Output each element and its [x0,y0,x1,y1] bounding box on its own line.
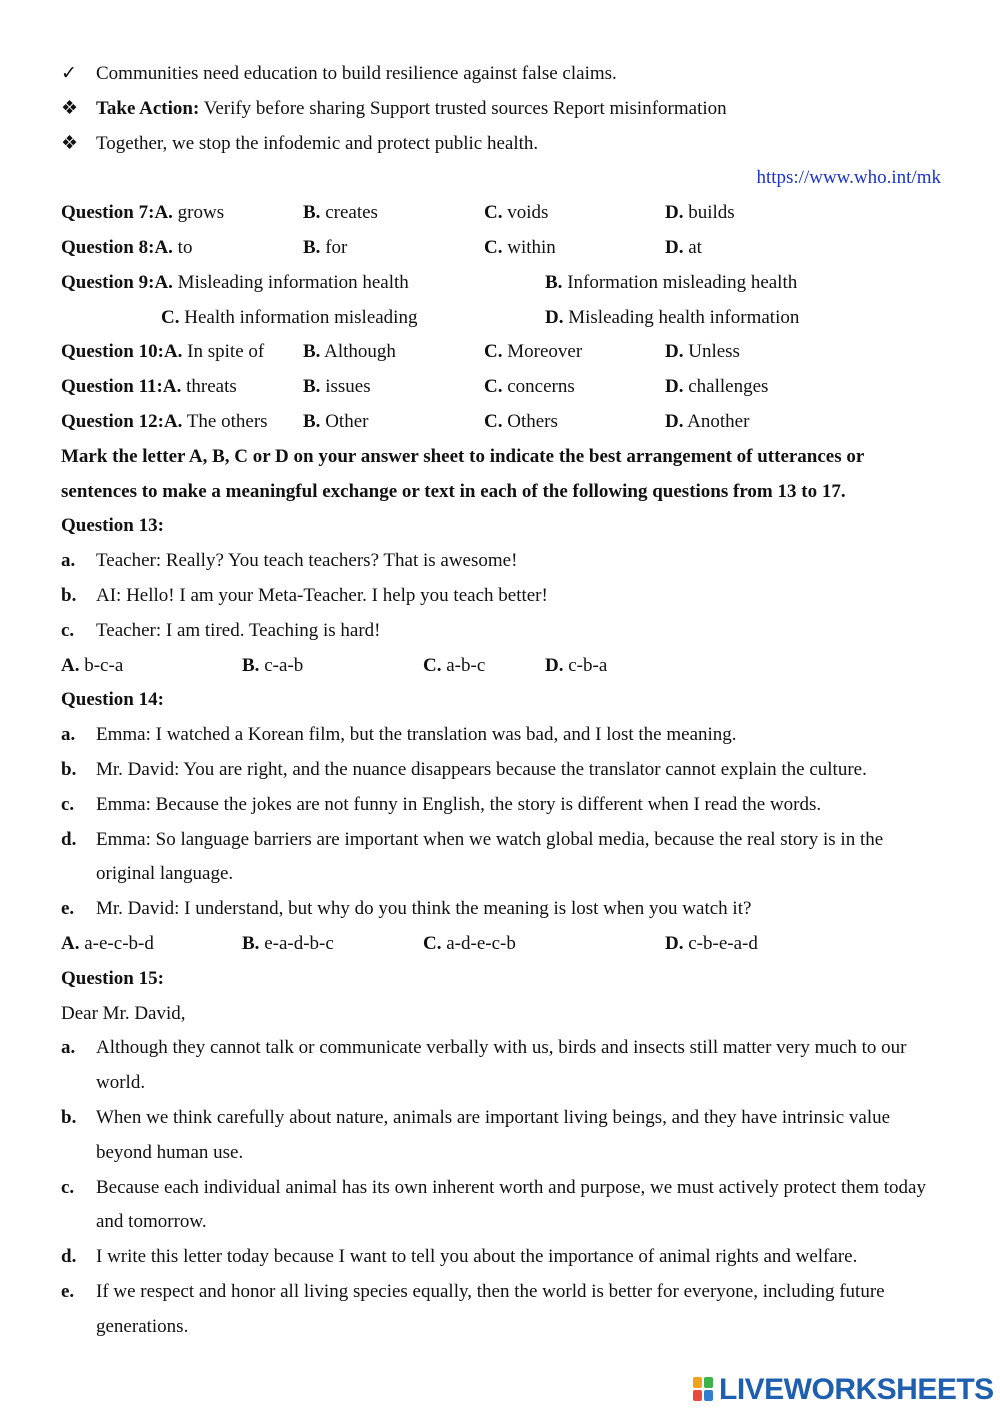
question-13-title: Question 13: [61,515,164,537]
worksheet-page [61,57,941,1344]
option-b[interactable]: Although [320,341,396,363]
option-b[interactable]: c-a-b [259,654,304,676]
option-a[interactable]: threats [181,376,237,398]
liveworksheets-logo[interactable] [693,1372,994,1408]
option-c[interactable]: concerns [502,376,575,398]
bullet-item [61,127,941,162]
option-d[interactable]: c-b-a [563,654,608,676]
option-b[interactable]: e-a-d-b-c [259,932,334,954]
option-d[interactable]: Unless [683,341,740,363]
option-b[interactable]: issues [320,376,371,398]
diamond-bullet-icon: ❖ [61,132,79,154]
list-item: a. Emma: I watched a Korean film, but the translation was bad, and I lost the meaning. [61,724,737,746]
bullet-text: Communities need education to build resilience against false claims. [96,63,617,84]
option-c[interactable]: Moreover [502,341,583,363]
question-10-row: Question 10:A. In spite of B. Although C. Moreover D. Unless [61,341,740,363]
list-item: c. Because each individual animal has its own inherent worth and purpose, we must actively protect them today and tomorrow. [61,1176,926,1233]
question-14-title: Question 14: [61,689,164,711]
question-8-row: Question 8:A. to B. for C. within D. at [61,236,702,258]
letter-greeting: Dear Mr. David, [61,1002,186,1024]
option-a[interactable]: Misleading information health [172,271,409,293]
option-a[interactable]: a-e-c-b-d [79,932,154,954]
question-label: Question 9: [61,271,155,293]
source-link[interactable]: https://www.who.int/mk [756,167,941,189]
question-9-row-2: C. Health information misleading D. Misleading health information [161,306,800,328]
list-item: a. Teacher: Really? You teach teachers? That is awesome! [61,550,518,572]
option-a[interactable]: In spite of [182,341,265,363]
option-c[interactable]: a-d-e-c-b [441,932,516,954]
question-14-options: A. a-e-c-b-d B. e-a-d-b-c C. a-d-e-c-b D. c-b-e-a-d [61,932,758,954]
bullet-text: Together, we stop the infodemic and protect public health. [96,132,539,154]
option-a[interactable]: to [172,236,193,258]
option-c[interactable]: a-b-c [441,654,486,676]
question-11-row: Question 11:A. threats B. issues C. concerns D. challenges [61,376,769,398]
question-15-title: Question 15: [61,967,164,989]
option-c[interactable]: within [502,236,556,258]
list-item: b. Mr. David: You are right, and the nuance disappears because the translator cannot explain the culture. [61,758,867,780]
question-label: Question 11: [61,376,163,398]
list-item: a. Although they cannot talk or communicate verbally with us, birds and insects still matter very much to our world. [61,1037,907,1094]
option-d[interactable]: at [683,236,702,258]
option-d[interactable]: builds [683,202,735,224]
logo-mark-icon [693,1377,715,1403]
option-d[interactable]: c-b-e-a-d [683,932,758,954]
question-7-row: Question 7:A. grows B. creates C. voids D. builds [61,202,735,224]
bullet-item [61,57,941,92]
option-b[interactable]: Other [320,410,369,432]
question-label: Question 12: [61,410,164,432]
list-item: b. When we think carefully about nature, animals are important living beings, and they have intrinsic value beyond human use. [61,1106,891,1163]
question-label: Question 8: [61,236,155,258]
list-item: c. Teacher: I am tired. Teaching is hard! [61,619,381,641]
option-d[interactable]: Another [683,410,750,432]
bullet-item [61,92,941,127]
bullet-bold-label: Take Action: [96,97,200,119]
list-item: c. Emma: Because the jokes are not funny in English, the story is different when I read the words. [61,793,822,815]
list-item: b. AI: Hello! I am your Meta-Teacher. I help you teach better! [61,584,548,606]
list-item: d. I write this letter today because I want to tell you about the importance of animal rights and welfare. [61,1246,858,1268]
option-d[interactable]: challenges [683,376,769,398]
check-icon: ✓ [61,63,77,84]
section-instruction: Mark the letter A, B, C or D on your answer sheet to indicate the best arrangement of utterances or sentences to make a meaningful exchange or text in each of the following questions from 13 to 17. [61,445,864,502]
logo-text: LIVEWORKSHEETS [719,1373,994,1406]
option-d[interactable]: Misleading health information [563,306,800,328]
diamond-bullet-icon: ❖ [61,97,79,119]
question-label: Question 10: [61,341,164,363]
option-c[interactable]: Others [502,410,558,432]
option-a[interactable]: The others [182,410,268,432]
option-b[interactable]: Information misleading health [562,271,798,293]
option-c[interactable]: voids [502,202,549,224]
option-c[interactable]: Health information misleading [179,306,418,328]
list-item: d. Emma: So language barriers are important when we watch global media, because the real story is in the original language. [61,828,884,885]
list-item: e. Mr. David: I understand, but why do you think the meaning is lost when you watch it? [61,898,752,920]
question-9-row: Question 9:A. Misleading information health B. Information misleading health [61,271,798,293]
question-12-row: Question 12:A. The others B. Other C. Others D. Another [61,410,750,432]
list-item: e. If we respect and honor all living species equally, then the world is better for everyone, including future generations. [61,1280,885,1337]
question-13-options: A. b-c-a B. c-a-b C. a-b-c D. c-b-a [61,654,608,676]
option-b[interactable]: creates [320,202,378,224]
question-label: Question 7: [61,202,155,224]
option-b[interactable]: for [320,236,348,258]
option-a[interactable]: grows [172,202,225,224]
option-a[interactable]: b-c-a [79,654,124,676]
bullet-text: Verify before sharing Support trusted sources Report misinformation [199,97,727,119]
